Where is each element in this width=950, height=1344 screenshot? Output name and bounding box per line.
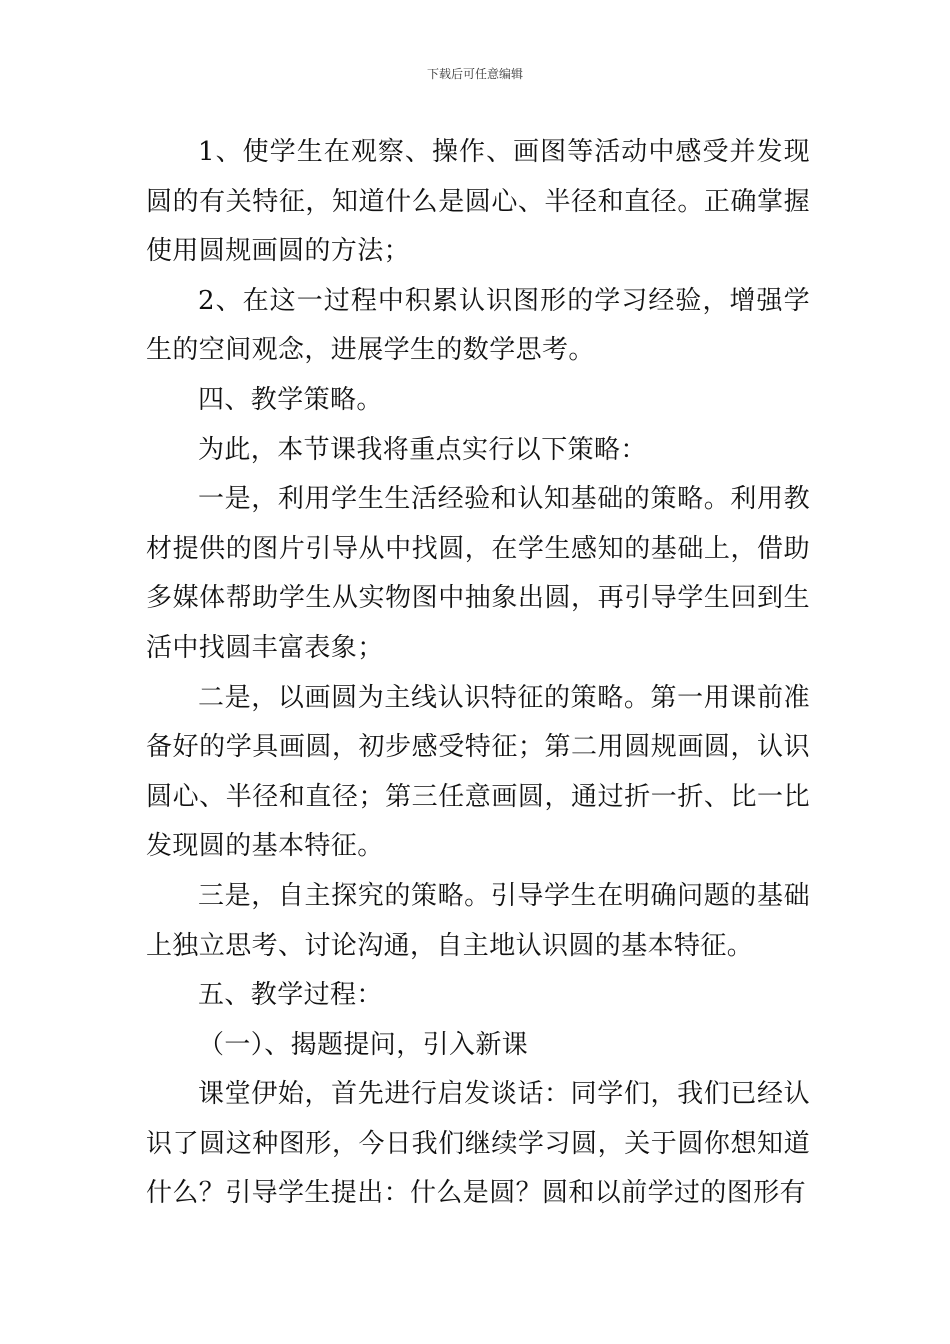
paragraph-objective-1: 1、使学生在观察、操作、画图等活动中感受并发现圆的有关特征，知道什么是圆心、半径和直径。正确掌握使用圆规画圆的方法； [146,137,810,267]
paragraph-strategy-2: 二是，以画圆为主线认识特征的策略。第一用课前准备好的学具画圆，初步感受特征；第二用圆规画圆，认识圆心、半径和直径；第三任意画圆，通过折一折、比一比发现圆的基本特征。 [146,682,810,862]
paragraph-process-intro: 课堂伊始，首先进行启发谈话：同学们，我们已经认识了圆这种图形，今日我们继续学习圆，关于圆你想知道什么？引导学生提出：什么是圆？圆和以前学过的图形有 [146,1079,810,1209]
section-heading-process: 五、教学过程： [198,980,383,1011]
subsection-heading-intro: （一）、揭题提问，引入新课 [198,1029,529,1060]
page-header-note: 下载后可任意编辑 [426,67,523,81]
document-body [146,128,810,1219]
paragraph-strategy-intro: 为此，本节课我将重点实行以下策略： [198,434,647,465]
paragraph-strategy-3: 三是，自主探究的策略。引导学生在明确问题的基础上独立思考、讨论沟通，自主地认识圆的基本特征。 [146,880,810,961]
paragraph-objective-2: 2、在这一过程中积累认识图形的学习经验，增强学生的空间观念，进展学生的数学思考。 [146,285,810,366]
paragraph-strategy-1: 一是，利用学生生活经验和认知基础的策略。利用教材提供的图片引导从中找圆，在学生感知的基础上，借助多媒体帮助学生从实物图中抽象出圆，再引导学生回到生活中找圆丰富表象； [146,484,810,663]
section-heading-strategy: 四、教学策略。 [198,384,383,415]
